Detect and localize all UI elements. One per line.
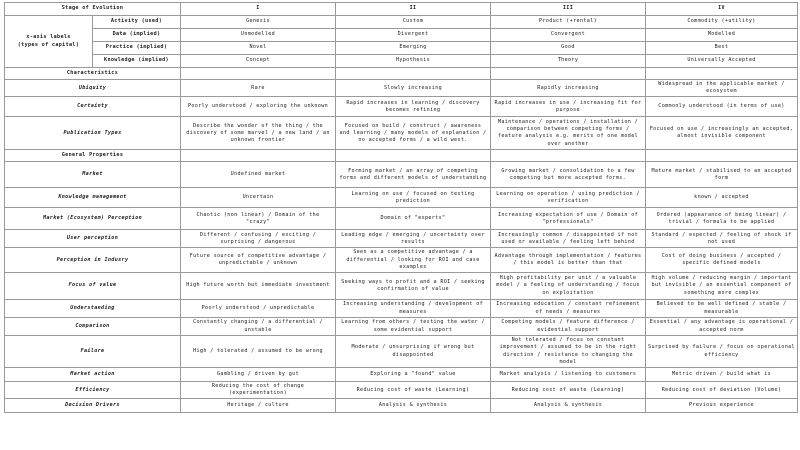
table-row-focus-of-value [5, 273, 798, 300]
cell-market-iii: Growing market / consolidation to a few competing but more accepted forms. [491, 162, 646, 188]
cell-market-action-iii: Market analysis / listening to customers [491, 367, 646, 381]
cell-understanding-ii: Increasing understanding / development of measures [336, 300, 491, 318]
stage-header-iv: IV [646, 3, 798, 16]
table-row-knowledge-management [5, 188, 798, 208]
cell-understanding-iv: Believed to be well defined / stable / measurable [646, 300, 798, 318]
row-label-activity: Activity (used) [93, 16, 181, 29]
cell-knowledge-management-iv: known / accepted [646, 188, 798, 208]
table-row-understanding [5, 300, 798, 318]
cell-certainty-iv: Commonly understood (in terms of use) [646, 97, 798, 117]
cell-ubiquity-iv: Widespread in the applicable market / ecosystem [646, 80, 798, 97]
cell-failure-ii: Moderate / unsurprising if wrong but disappointed [336, 336, 491, 368]
table-row-data [5, 29, 798, 42]
cell-decision-drivers-iv: Previous experience [646, 399, 798, 413]
cell-market-action-ii: Exploring a "found" value [336, 367, 491, 381]
cell-efficiency-iv: Reducing cost of deviation (Volume) [646, 381, 798, 398]
row-label-certainty: Certainty [5, 97, 181, 117]
cell-data-ii: Divergent [336, 29, 491, 42]
cell-knowledge-iii: Theory [491, 55, 646, 68]
cell-efficiency-i: Reducing the cost of change (experimentation) [181, 381, 336, 398]
row-label-decision-drivers: Decision Drivers [5, 399, 181, 413]
row-label-market-action: Market action [5, 367, 181, 381]
cell-market-iv: Mature market / stabilised to an accepted form [646, 162, 798, 188]
row-label-practice: Practice (implied) [93, 42, 181, 55]
cell-decision-drivers-iii: Analysis & synthesis [491, 399, 646, 413]
cell-focus-of-value-i: High future worth but immediate investment [181, 273, 336, 300]
cell-failure-iii: Not tolerated / focus on constant improvement / assumed to be in the right direction / resistance to changing the model [491, 336, 646, 368]
cell-market-perception-iii: Increasing expectation of use / Domain of "professionals" [491, 208, 646, 230]
cell-practice-iv: Best [646, 42, 798, 55]
cell-knowledge-management-iii: Learning on operation / using prediction / verification [491, 188, 646, 208]
section-general-blank-ii [336, 150, 491, 162]
row-label-comparison: Comparison [5, 318, 181, 336]
cell-knowledge-ii: Hypothesis [336, 55, 491, 68]
table-row-decision-drivers [5, 399, 798, 413]
row-label-knowledge: Knowledge (implied) [93, 55, 181, 68]
cell-ubiquity-i: Rare [181, 80, 336, 97]
cell-user-perception-iv: Standard / expected / feeling of shock if not used [646, 230, 798, 248]
table-row-practice [5, 42, 798, 55]
table-row-perception-in-industry [5, 248, 798, 273]
table-row-user-perception [5, 230, 798, 248]
cell-decision-drivers-ii: Analysis & synthesis [336, 399, 491, 413]
cell-failure-iv: Surprised by failure / focus on operational efficiency [646, 336, 798, 368]
cell-data-iii: Convergent [491, 29, 646, 42]
cell-comparison-iv: Essential / any advantage is operational / accepted norm [646, 318, 798, 336]
table-body [5, 3, 798, 413]
row-label-perception-in-industry: Perception in Indusry [5, 248, 181, 273]
section-general-blank-iii [491, 150, 646, 162]
cell-failure-i: High / tolerated / assumed to be wrong [181, 336, 336, 368]
cell-certainty-i: Poorly understood / exploring the unknown [181, 97, 336, 117]
cell-user-perception-i: Different / confusing / exciting / surprising / dangerous [181, 230, 336, 248]
cell-comparison-iii: Competing models / feature difference / evidential support [491, 318, 646, 336]
row-label-data: Data (implied) [93, 29, 181, 42]
stage-of-evolution-label: Stage of Evolution [5, 3, 181, 16]
cell-activity-i: Genesis [181, 16, 336, 29]
table-row-efficiency [5, 381, 798, 398]
section-general-blank-i [181, 150, 336, 162]
cell-efficiency-ii: Reducing cost of waste (Learning) [336, 381, 491, 398]
cell-knowledge-management-ii: Learning on use / focused on testing prediction [336, 188, 491, 208]
stage-header-ii: II [336, 3, 491, 16]
table-row-failure [5, 336, 798, 368]
cell-knowledge-management-i: Uncertain [181, 188, 336, 208]
cell-focus-of-value-ii: Seeking ways to profit and a ROI / seeking confirmation of value [336, 273, 491, 300]
table-row-market [5, 162, 798, 188]
cell-market-perception-i: Chaotic (non linear) / Domain of the "crazy" [181, 208, 336, 230]
cell-activity-iii: Product (+rental) [491, 16, 646, 29]
cell-certainty-ii: Rapid increases in learning / discovery becomes refining [336, 97, 491, 117]
cell-publication-types-iii: Maintenance / operations / installation / comparison between competing forms / feature analysis e.g. merits of one model over another [491, 117, 646, 150]
x-axis-labels-line2: (types of capital) [17, 41, 80, 48]
cell-perception-industry-iii: Advantage through implementation / features / this model is better than that [491, 248, 646, 273]
row-label-efficiency: Efficiency [5, 381, 181, 398]
cell-practice-ii: Emerging [336, 42, 491, 55]
cell-publication-types-i: Describe the wonder of the thing / the discovery of some marvel / a new land / an unknown frontier [181, 117, 336, 150]
row-label-user-perception: User perception [5, 230, 181, 248]
cell-market-i: Undefined market [181, 162, 336, 188]
cell-focus-of-value-iv: High volume / reducing margin / important but invisible / an essential component of something more complex [646, 273, 798, 300]
cell-market-perception-iv: Ordered (appearance of being linear) / trivial / formula to be applied [646, 208, 798, 230]
cell-activity-ii: Custom [336, 16, 491, 29]
cell-perception-industry-i: Future source of competitive advantage / unpredictable / unknown [181, 248, 336, 273]
table-row-market-action [5, 367, 798, 381]
evolution-characteristics-table [4, 2, 798, 413]
cell-understanding-iii: Increasing education / constant refinement of needs / measures [491, 300, 646, 318]
cell-practice-iii: Good [491, 42, 646, 55]
row-label-publication-types: Publication Types [5, 117, 181, 150]
table-row-comparison [5, 318, 798, 336]
cell-decision-drivers-i: Heritage / culture [181, 399, 336, 413]
cell-comparison-i: Constantly changing / a differential / unstable [181, 318, 336, 336]
cell-activity-iv: Commodity (+utility) [646, 16, 798, 29]
cell-perception-industry-iv: Cost of doing business / accepted / specific defined models [646, 248, 798, 273]
cell-publication-types-iv: Focused on use / increasingly an accepted, almost invisible component [646, 117, 798, 150]
row-label-focus-of-value: Focus of value [5, 273, 181, 300]
x-axis-labels-line1: x-axis labels [26, 34, 71, 41]
cell-market-ii: Forming market / an array of competing forms and different models of understanding [336, 162, 491, 188]
table-row-certainty [5, 97, 798, 117]
row-label-market-ecosystem-perception: Market (Ecosystem) Perception [5, 208, 181, 230]
stage-header-i: I [181, 3, 336, 16]
cell-practice-i: Novel [181, 42, 336, 55]
cell-publication-types-ii: Focused on build / construct / awareness and learning / many models of explanation / no accepted forms / a wild west. [336, 117, 491, 150]
table-row-publication-types [5, 117, 798, 150]
row-label-market: Market [5, 162, 181, 188]
cell-ubiquity-iii: Rapidly increasing [491, 80, 646, 97]
cell-market-perception-ii: Domain of "experts" [336, 208, 491, 230]
cell-comparison-ii: Learning from others / testing the water / some evidential support [336, 318, 491, 336]
section-general-blank-iv [646, 150, 798, 162]
section-header-general-properties: General Properties [5, 150, 181, 162]
table-row-activity [5, 16, 798, 29]
cell-perception-industry-ii: Seen as a competitive advantage / a differential / looking for ROI and case examples [336, 248, 491, 273]
cell-knowledge-i: Concept [181, 55, 336, 68]
cell-market-action-iv: Metric driven / build what is [646, 367, 798, 381]
table-row-knowledge [5, 55, 798, 68]
row-label-ubiquity: Ubiquity [5, 80, 181, 97]
cell-data-iv: Modelled [646, 29, 798, 42]
row-label-failure: Failure [5, 336, 181, 368]
cell-efficiency-iii: Reducing cost of waste (Learning) [491, 381, 646, 398]
stage-header-iii: III [491, 3, 646, 16]
section-characteristics-blank-ii [336, 68, 491, 80]
section-characteristics-blank-iv [646, 68, 798, 80]
table-row-market-ecosystem-perception [5, 208, 798, 230]
table-row-section-characteristics [5, 68, 798, 80]
cell-market-action-i: Gambling / driven by gut [181, 367, 336, 381]
cell-understanding-i: Poorly understood / unpredictable [181, 300, 336, 318]
cell-user-perception-ii: Leading edge / emerging / uncertainty over results [336, 230, 491, 248]
row-label-understanding: Understanding [5, 300, 181, 318]
cell-user-perception-iii: Increasingly common / disappointed if not used or available / feeling left behind [491, 230, 646, 248]
cell-ubiquity-ii: Slowly increasing [336, 80, 491, 97]
row-label-knowledge-management: Knowledge management [5, 188, 181, 208]
table-row-stage-header [5, 3, 798, 16]
table-row-section-general-properties [5, 150, 798, 162]
cell-certainty-iii: Rapid increases in use / increasing fit for purpose [491, 97, 646, 117]
section-characteristics-blank-iii [491, 68, 646, 80]
cell-focus-of-value-iii: High profitability per unit / a valuable model / a feeling of understanding / focus on exploitation [491, 273, 646, 300]
cell-knowledge-iv: Universally Accepted [646, 55, 798, 68]
x-axis-labels-group-label [5, 16, 93, 68]
section-header-characteristics: Characteristics [5, 68, 181, 80]
section-characteristics-blank-i [181, 68, 336, 80]
table-row-ubiquity [5, 80, 798, 97]
cell-data-i: Unmodelled [181, 29, 336, 42]
